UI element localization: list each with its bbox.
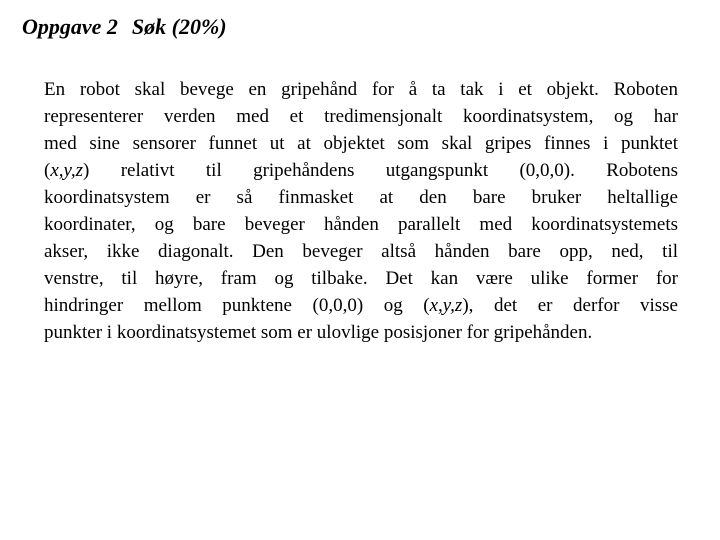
line-text: ), det er derfor visse [462,295,678,316]
assignment-title: Søk (20%) [131,14,227,39]
paragraph-line: koordinatsystem er så finmasket at den bare bruker heltallige [44,187,678,208]
assignment-description [44,76,678,346]
assignment-number: Oppgave 2 [22,14,118,39]
paragraph-line: akser, ikke diagonalt. Den beveger altså hånden bare opp, ned, til [44,241,678,262]
paragraph-line: punkter i koordinatsystemet som er ulovlige posisjoner for gripehånden. [44,322,593,343]
coordinate-variables: x,y,z [429,295,463,316]
paragraph-line: med sine sensorer funnet ut at objektet som skal gripes finnes i punktet [44,133,678,154]
paragraph-line: venstre, til høyre, fram og tilbake. Det kan være ulike former for [44,268,678,289]
paragraph-line: koordinater, og bare beveger hånden parallelt med koordinatsystemets [44,214,678,235]
line-text: ) relativt til gripehåndens utgangspunkt (0,0,0). Robotens [83,160,678,181]
paragraph-line: En robot skal bevege en gripehånd for å ta tak i et objekt. Roboten [44,79,678,100]
section-heading [22,12,227,42]
paragraph-line [44,157,678,184]
coordinate-variables: x,y,z [50,160,84,181]
line-text: hindringer mellom punktene (0,0,0) og ( [44,295,430,316]
paragraph-line [44,292,678,319]
paragraph-line: representerer verden med et tredimensjonalt koordinatsystem, og har [44,106,678,127]
line-text: ( [44,160,51,181]
